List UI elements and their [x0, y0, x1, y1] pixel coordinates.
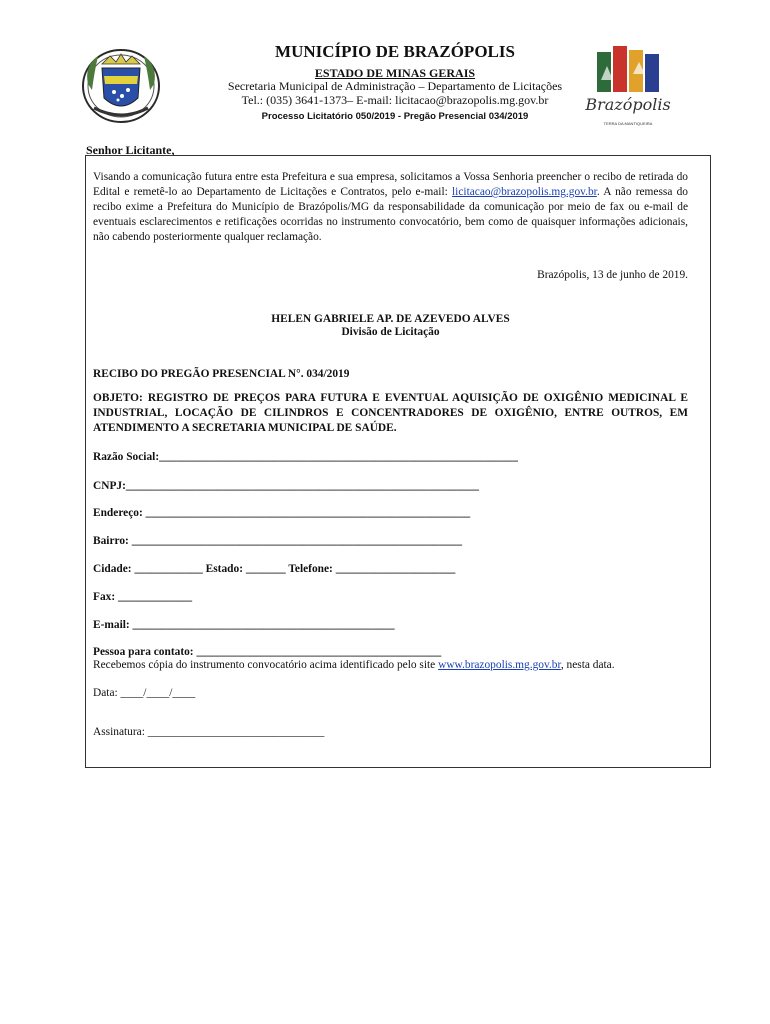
brazopolis-brand-logo-icon [583, 44, 673, 126]
copy-statement: Recebemos cópia do instrumento convocatório acima identificado pelo site www.brazopolis.mg.gov.br, nesta data. [93, 659, 615, 671]
municipal-coat-of-arms-icon [80, 46, 162, 128]
field-cnpj[interactable]: CNPJ:______________________________________________________________ [93, 480, 480, 492]
email-link[interactable]: licitacao@brazopolis.mg.gov.br [452, 186, 597, 198]
process-number: Processo Licitatório 050/2019 - Pregão Presencial 034/2019 [261, 111, 529, 122]
salutation: Senhor Licitante, [86, 143, 175, 157]
receipt-title: RECIBO DO PREGÃO PRESENCIAL N°. 034/2019 [93, 368, 350, 380]
signer-name: HELEN GABRIELE AP. DE AZEVEDO ALVES [271, 313, 510, 325]
header-contact: Tel.: (035) 3641-1373– E-mail: licitacao@brazopolis.mg.gov.br [241, 93, 549, 107]
header-state: ESTADO DE MINAS GERAIS [314, 66, 476, 80]
receipt-object: OBJETO: REGISTRO DE PREÇOS PARA FUTURA E EVENTUAL AQUISIÇÃO DE OXIGÊNIO MEDICINAL E INDUSTRIAL, LOCAÇÃO DE CILINDROS E CONCENTRADORES DE OXIGÊNIO, ENTRE OUTROS, EM ATENDIMENTO A SECRETARIA MUNICIPAL DE SAÚDE. [93, 392, 688, 434]
signer-division: Divisão de Licitação [341, 326, 440, 338]
field-razao-social[interactable]: Razão Social:_______________________________________________________________ [93, 451, 518, 463]
right-logo-caption: TERRA DA MANTIQUEIRA [603, 121, 653, 126]
field-pessoa-contato[interactable]: Pessoa para contato: ___________________________________________ [93, 646, 442, 658]
field-fax[interactable]: Fax: _____________ [93, 591, 193, 603]
field-email[interactable]: E-mail: ______________________________________________ [93, 619, 395, 631]
date-line[interactable]: Data: ____/____/____ [93, 687, 196, 699]
page-title: MUNICÍPIO DE BRAZÓPOLIS [275, 42, 515, 61]
right-logo-text: Brazópolis [585, 95, 671, 114]
field-bairro[interactable]: Bairro: __________________________________________________________ [93, 535, 463, 547]
place-date: Brazópolis, 13 de junho de 2019. [537, 269, 688, 281]
site-link[interactable]: www.brazopolis.mg.gov.br [438, 659, 561, 671]
header-department: Secretaria Municipal de Administração – Departamento de Licitações [227, 79, 563, 93]
intro-paragraph: Visando a comunicação futura entre esta Prefeitura e sua empresa, solicitamos a Vossa Senhoria preencher o recibo de retirada do Edital e remetê-lo ao Departamento de Licitações e Contratos, pelo e-mail: licitacao@brazopolis.mg.gov.br. A não remessa do recibo exime a Prefeitura do Município de Brazópolis/MG da responsabilidade da comunicação por meio de fax ou e-mail de eventuais esclarecimentos e retificações ocorridas no instrumento convocatório, bem como de quaisquer informações adicionais, não cabendo posteriormente qualquer reclamação. [93, 171, 688, 243]
signature-line[interactable]: Assinatura: _______________________________ [93, 726, 325, 738]
field-cidade-estado-telefone[interactable]: Cidade: ____________ Estado: _______ Telefone: _____________________ [93, 563, 456, 575]
field-endereco[interactable]: Endereço: _________________________________________________________ [93, 507, 471, 519]
